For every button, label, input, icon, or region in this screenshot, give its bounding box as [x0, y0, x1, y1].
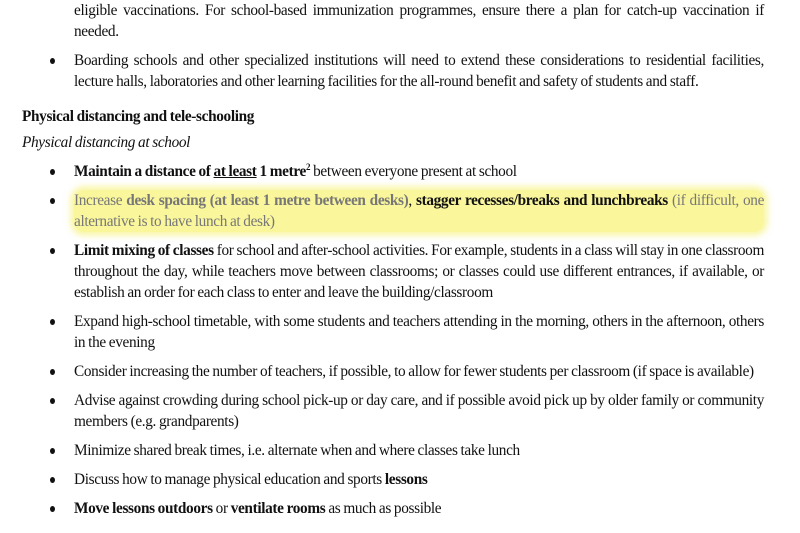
text-segment: Expand high-school timetable, with some students and teachers attending in the morning, others in the afternoon, others in the evening	[74, 313, 764, 351]
text-segment: (if difficult, one alternative is to have lunch at desk)	[74, 192, 765, 230]
bullet-more-teachers	[74, 361, 764, 382]
bullet-avoid-crowding	[74, 390, 764, 432]
text-segment: lessons	[384, 471, 428, 488]
text-segment: Discuss how to manage physical education and sports	[74, 471, 385, 488]
subsection-heading: Physical distancing at school	[22, 134, 191, 151]
text-segment: between everyone present at school	[310, 163, 517, 180]
bullet-outdoors-ventilate	[74, 498, 764, 519]
bullet-boarding-schools	[74, 50, 764, 92]
section-heading: Physical distancing and tele-schooling	[22, 108, 255, 125]
text-segment: desk spacing (at least 1 metre between desks)	[126, 192, 409, 209]
footnote-ref: 2	[305, 162, 311, 172]
text-segment: ,	[408, 192, 416, 209]
text-segment: for school and after-school activities. For example, students in a class will stay in one classroom throughout the day, while teachers move between classrooms; or classes could use different entrances, if available, or establish an order for each class to enter and leave the building/classroom	[74, 242, 765, 301]
text-segment: Maintain a distance of	[74, 163, 214, 180]
text-segment: 1 metre	[256, 163, 306, 180]
text-segment: Consider increasing the number of teachers, if possible, to allow for fewer students per classroom (if space is available)	[74, 363, 754, 380]
bullet-desk-spacing-highlighted	[74, 190, 764, 232]
text-segment: Increase	[74, 192, 127, 209]
text-segment: eligible vaccinations. For school-based immunization programmes, ensure there a plan for catch-up vaccination if needed.	[74, 2, 764, 40]
text-segment: Move lessons outdoors	[74, 500, 213, 517]
text-segment: or	[212, 500, 231, 517]
top-continuation-text	[74, 0, 764, 42]
bullet-physical-education	[74, 469, 764, 490]
text-segment: Boarding schools and other specialized institutions will need to extend these considerations to residential facilities, lecture halls, laboratories and other learning facilities for the all-round benefit and safety of students and staff.	[74, 52, 764, 90]
bullet-maintain-distance	[74, 161, 764, 182]
text-segment: at least	[213, 163, 257, 180]
text-segment: Minimize shared break times, i.e. alternate when and where classes take lunch	[74, 442, 520, 459]
text-segment: Limit mixing of classes	[74, 242, 214, 259]
bullet-break-times	[74, 440, 764, 461]
text-segment: Advise against crowding during school pick-up or day care, and if possible avoid pick up by older family or community members (e.g. grandparents)	[74, 392, 764, 430]
text-segment: as much as possible	[325, 500, 442, 517]
text-segment: stagger recesses/breaks and lunchbreaks	[415, 192, 668, 209]
bullet-expand-timetable	[74, 311, 764, 353]
bullet-limit-mixing	[74, 240, 764, 303]
text-segment: ventilate rooms	[230, 500, 326, 517]
